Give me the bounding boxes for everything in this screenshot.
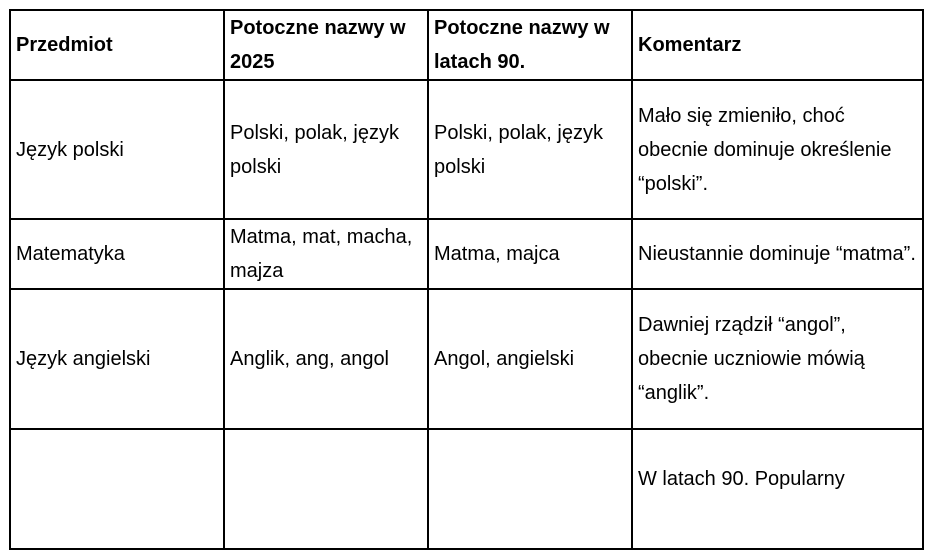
cell-names-90s: Matma, majca bbox=[428, 219, 632, 289]
cell-comment: Dawniej rządził “angol”, obecnie uczniowie mówią “anglik”. bbox=[632, 289, 923, 429]
cell-subject: Język angielski bbox=[10, 289, 224, 429]
cell-subject bbox=[10, 429, 224, 549]
table-row bbox=[10, 289, 923, 429]
cell-names-90s: Polski, polak, język polski bbox=[428, 80, 632, 219]
cell-names-2025: Anglik, ang, angol bbox=[224, 289, 428, 429]
cell-subject: Matematyka bbox=[10, 219, 224, 289]
cell-names-2025: Matma, mat, macha, majza bbox=[224, 219, 428, 289]
cell-comment: Mało się zmieniło, choć obecnie dominuje określenie “polski”. bbox=[632, 80, 923, 219]
cell-names-2025 bbox=[224, 429, 428, 549]
header-names-2025: Potoczne nazwy w 2025 bbox=[224, 10, 428, 80]
table-row bbox=[10, 219, 923, 289]
table-header-row bbox=[10, 10, 923, 80]
cell-subject: Język polski bbox=[10, 80, 224, 219]
table-row bbox=[10, 80, 923, 219]
table-row bbox=[10, 429, 923, 549]
cell-names-2025: Polski, polak, język polski bbox=[224, 80, 428, 219]
cell-names-90s bbox=[428, 429, 632, 549]
cell-names-90s: Angol, angielski bbox=[428, 289, 632, 429]
header-names-90s: Potoczne nazwy w latach 90. bbox=[428, 10, 632, 80]
cell-comment: W latach 90. Popularny bbox=[632, 429, 923, 549]
table-container bbox=[9, 9, 924, 550]
header-comment: Komentarz bbox=[632, 10, 923, 80]
header-subject: Przedmiot bbox=[10, 10, 224, 80]
subjects-table bbox=[9, 9, 924, 550]
cell-comment: Nieustannie dominuje “matma”. bbox=[632, 219, 923, 289]
